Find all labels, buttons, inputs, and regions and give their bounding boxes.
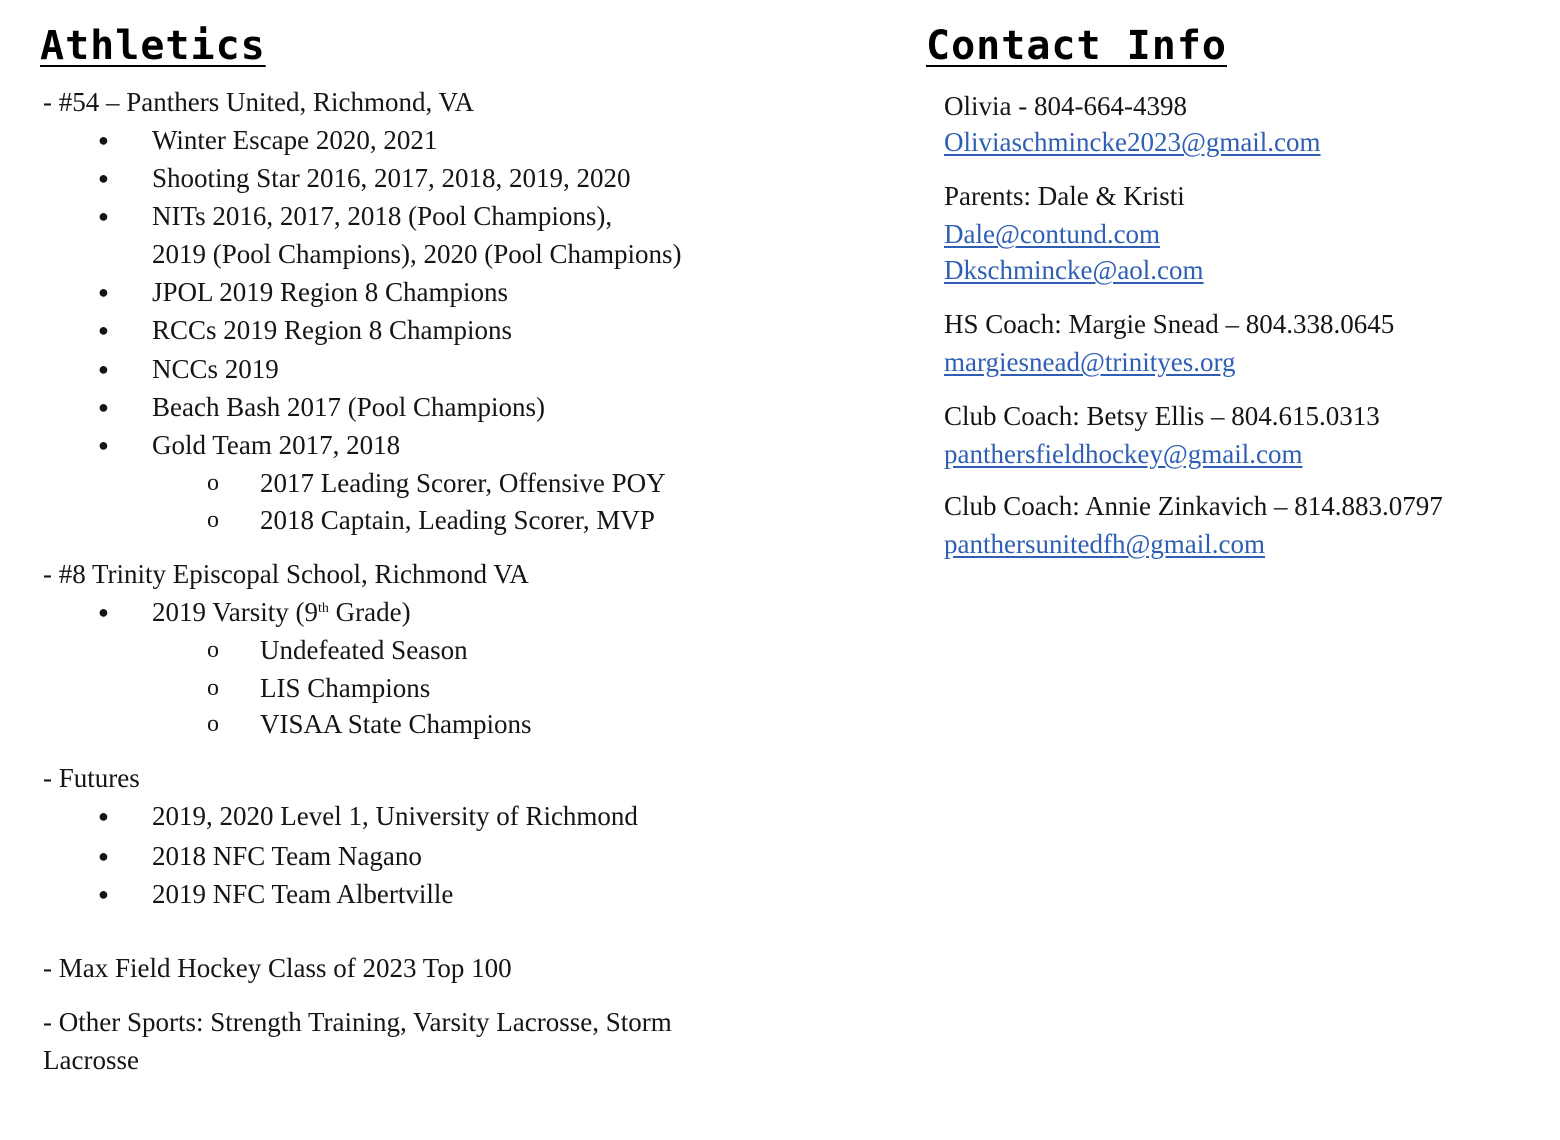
bullet-icon: ● bbox=[98, 130, 109, 150]
parents-line: Parents: Dale & Kristi bbox=[944, 181, 1185, 211]
bullet-icon: ● bbox=[98, 846, 109, 866]
bullet-icon: ● bbox=[98, 435, 109, 455]
sub-list-item: 2018 Captain, Leading Scorer, MVP bbox=[260, 505, 655, 535]
list-item: JPOL 2019 Region 8 Champions bbox=[152, 277, 509, 307]
list-item: NITs 2016, 2017, 2018 (Pool Champions), bbox=[152, 201, 613, 231]
bullet-icon: ● bbox=[98, 806, 109, 826]
olivia-email-link[interactable]: Oliviaschmincke2023@gmail.com bbox=[944, 127, 1321, 157]
list-item: Beach Bash 2017 (Pool Champions) bbox=[152, 392, 545, 422]
list-item: NCCs 2019 bbox=[152, 354, 279, 384]
futures-title: - Futures bbox=[43, 763, 140, 793]
hs-coach-email-link[interactable]: margiesnead@trinityes.org bbox=[944, 347, 1236, 377]
kristi-email-link[interactable]: Dkschmincke@aol.com bbox=[944, 255, 1204, 285]
club-coach-1-email-link[interactable]: panthersfieldhockey@gmail.com bbox=[944, 439, 1303, 469]
olivia-phone: Olivia - 804-664-4398 bbox=[944, 91, 1187, 121]
list-item bbox=[152, 593, 411, 631]
list-item: Winter Escape 2020, 2021 bbox=[152, 125, 438, 155]
list-item: 2019, 2020 Level 1, University of Richmond bbox=[152, 801, 638, 831]
panthers-title: - #54 – Panthers United, Richmond, VA bbox=[43, 87, 474, 117]
list-item: Gold Team 2017, 2018 bbox=[152, 430, 401, 460]
bullet-icon: ● bbox=[98, 359, 109, 379]
other-sports-line-2: Lacrosse bbox=[43, 1045, 139, 1075]
list-item: 2018 NFC Team Nagano bbox=[152, 841, 422, 871]
max-field-ranking: - Max Field Hockey Class of 2023 Top 100 bbox=[43, 953, 512, 983]
list-item: RCCs 2019 Region 8 Champions bbox=[152, 315, 513, 345]
bullet-icon: ● bbox=[98, 320, 109, 340]
list-item-continuation: 2019 (Pool Champions), 2020 (Pool Champions) bbox=[152, 239, 682, 269]
circle-bullet-icon: o bbox=[207, 675, 219, 701]
club-coach-2-email-link[interactable]: panthersunitedfh@gmail.com bbox=[944, 529, 1266, 559]
hs-coach-line: HS Coach: Margie Snead – 804.338.0645 bbox=[944, 309, 1395, 339]
sub-list-item: Undefeated Season bbox=[260, 635, 468, 665]
bullet-icon: ● bbox=[98, 168, 109, 188]
varsity-ordinal: th bbox=[318, 601, 329, 616]
bullet-icon: ● bbox=[98, 206, 109, 226]
bullet-icon: ● bbox=[98, 397, 109, 417]
list-item: Shooting Star 2016, 2017, 2018, 2019, 2020 bbox=[152, 163, 631, 193]
bullet-icon: ● bbox=[98, 884, 109, 904]
club-coach-2-line: Club Coach: Annie Zinkavich – 814.883.0797 bbox=[944, 491, 1443, 521]
circle-bullet-icon: o bbox=[207, 711, 219, 737]
trinity-title: - #8 Trinity Episcopal School, Richmond VA bbox=[43, 559, 529, 589]
other-sports-line-1: - Other Sports: Strength Training, Varsity Lacrosse, Storm bbox=[43, 1007, 672, 1037]
list-item: 2019 NFC Team Albertville bbox=[152, 879, 454, 909]
varsity-prefix: 2019 Varsity (9 bbox=[152, 597, 318, 627]
athletics-heading: Athletics bbox=[40, 23, 266, 69]
club-coach-1-line: Club Coach: Betsy Ellis – 804.615.0313 bbox=[944, 401, 1380, 431]
circle-bullet-icon: o bbox=[207, 637, 219, 663]
dale-email-link[interactable]: Dale@contund.com bbox=[944, 219, 1161, 249]
sub-list-item: 2017 Leading Scorer, Offensive POY bbox=[260, 468, 666, 498]
varsity-suffix: Grade) bbox=[328, 597, 411, 627]
bullet-icon: ● bbox=[98, 282, 109, 302]
circle-bullet-icon: o bbox=[207, 507, 219, 533]
contact-heading: Contact Info bbox=[926, 23, 1227, 69]
circle-bullet-icon: o bbox=[207, 470, 219, 496]
bullet-icon: ● bbox=[98, 602, 109, 622]
sub-list-item: VISAA State Champions bbox=[260, 709, 532, 739]
sub-list-item: LIS Champions bbox=[260, 673, 431, 703]
